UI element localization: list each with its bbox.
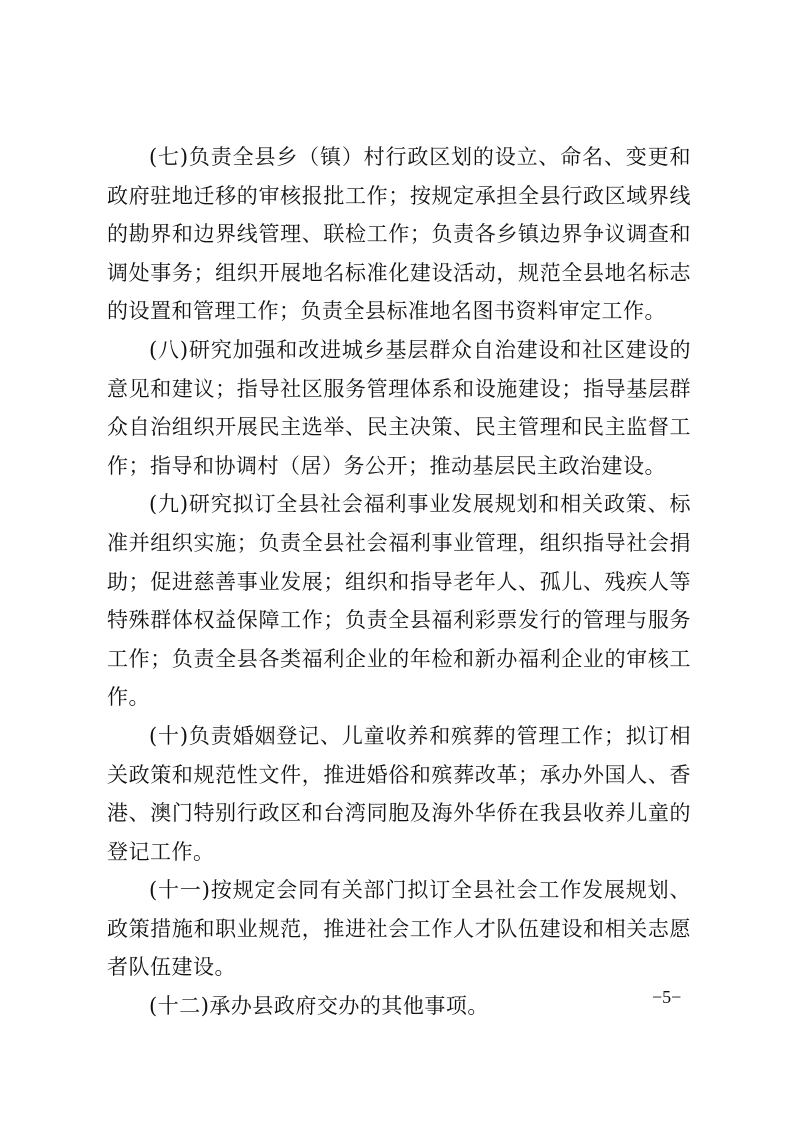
paragraph-item-11: (十一)按规定会同有关部门拟订全县社会工作发展规划、政策措施和职业规范，推进社会工作人才队伍建设和相关志愿者队伍建设。 [107, 878, 691, 980]
paragraph-item-9: (九)研究拟订全县社会福利事业发展规划和相关政策、标准并组织实施；负责全县社会福利事业管理，组织指导社会捐助；促进慈善事业发展；组织和指导老年人、孤儿、残疾人等特殊群体权益保障工作；负责全县福利彩票发行的管理与服务工作；负责全县各类福利企业的年检和新办福利企业的审核工作。 [107, 492, 691, 710]
document-body [107, 138, 691, 1026]
paragraph-item-12: (十二)承办县政府交办的其他事项。 [149, 994, 489, 1019]
paragraph-item-10: (十)负责婚姻登记、儿童收养和殡葬的管理工作；拟订相关政策和规范性文件，推进婚俗和殡葬改革；承办外国人、香港、澳门特别行政区和台湾同胞及海外华侨在我县收养儿童的登记工作。 [107, 723, 691, 864]
paragraph-item-8: (八)研究加强和改进城乡基层群众自治建设和社区建设的意见和建议；指导社区服务管理体系和设施建设；指导基层群众自治组织开展民主选举、民主决策、民主管理和民主监督工作；指导和协调村（居）务公开；推动基层民主政治建设。 [107, 337, 691, 478]
page-number: −5− [652, 987, 682, 1007]
paragraph-item-7: (七)负责全县乡（镇）村行政区划的设立、命名、变更和政府驻地迁移的审核报批工作；按规定承担全县行政区域界线的勘界和边界线管理、联检工作；负责各乡镇边界争议调查和调处事务；组织开展地名标准化建设活动，规范全县地名标志的设置和管理工作；负责全县标准地名图书资料审定工作。 [107, 145, 691, 324]
